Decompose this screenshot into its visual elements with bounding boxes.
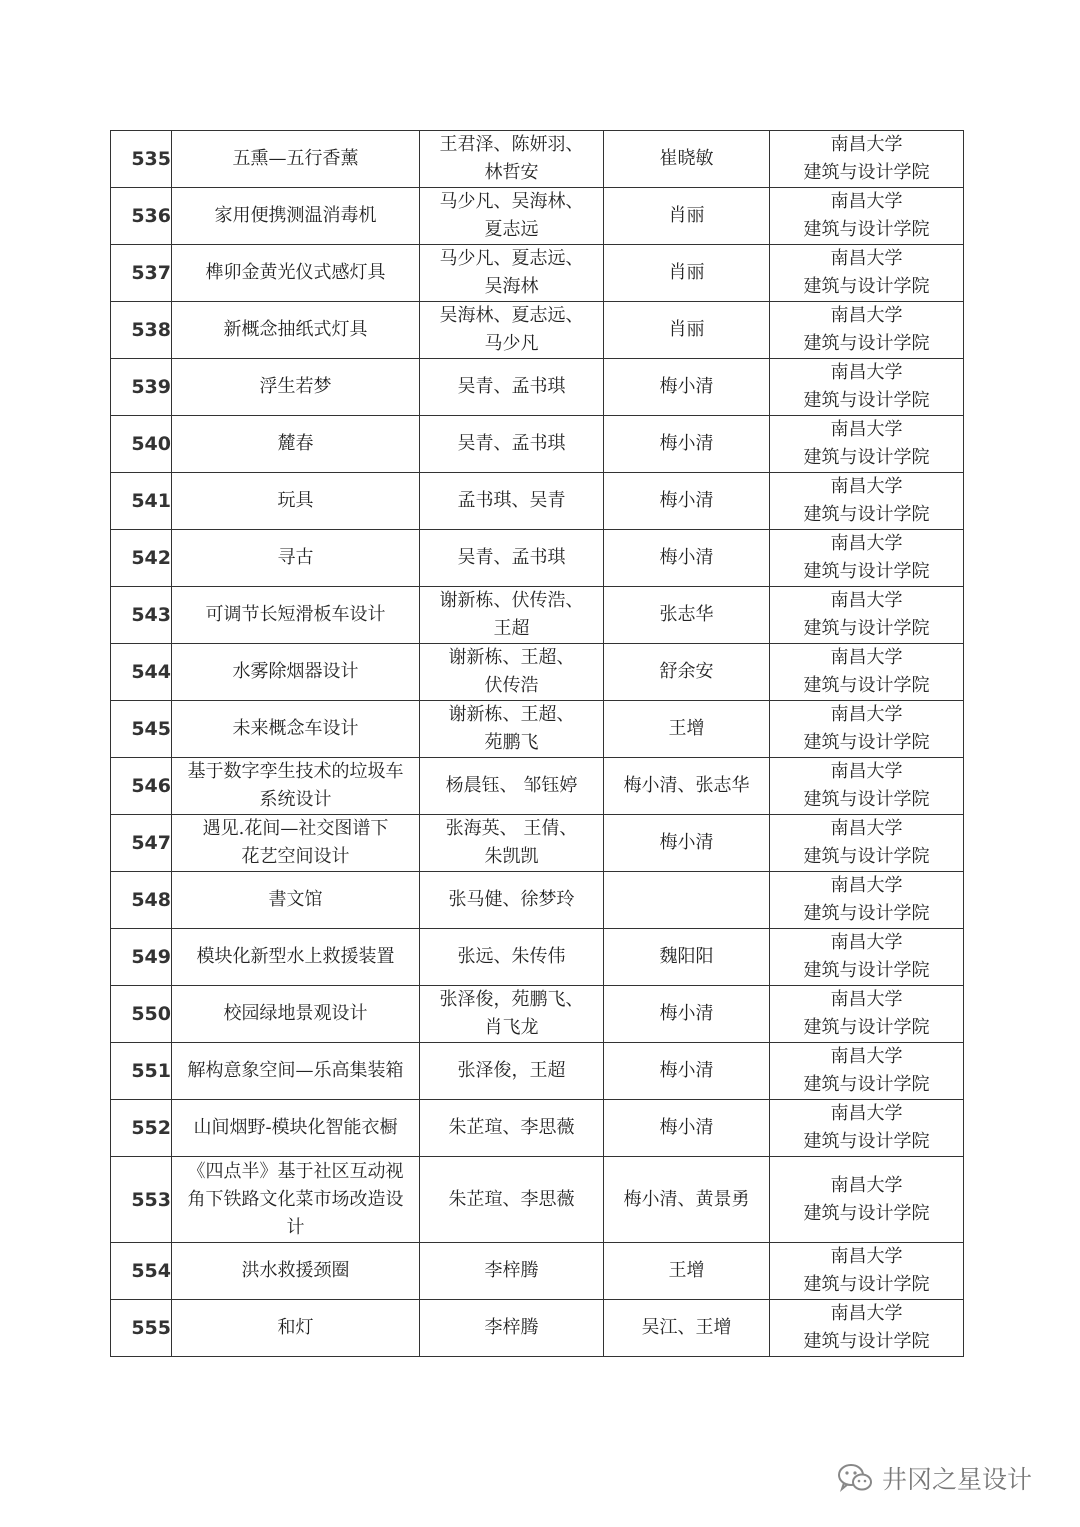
advisor: 张志华 bbox=[659, 604, 714, 625]
advisor-cell bbox=[604, 188, 770, 245]
authors: 张远、朱传伟 bbox=[457, 946, 566, 967]
institution-cell bbox=[770, 245, 964, 302]
institution-cell bbox=[770, 872, 964, 929]
advisor-cell bbox=[604, 644, 770, 701]
advisor-cell bbox=[604, 587, 770, 644]
authors-cell bbox=[420, 530, 604, 587]
institution-cell bbox=[770, 986, 964, 1043]
project-title-cell bbox=[172, 815, 420, 872]
project-title: 寻古 bbox=[277, 547, 314, 568]
row-number-cell bbox=[111, 587, 172, 644]
row-number-cell bbox=[111, 188, 172, 245]
row-number-cell bbox=[111, 758, 172, 815]
table-row bbox=[111, 1100, 964, 1157]
row-number: 553 bbox=[131, 1188, 171, 1211]
row-number: 555 bbox=[131, 1317, 171, 1339]
row-number-cell bbox=[111, 1100, 172, 1157]
authors-cell bbox=[420, 1100, 604, 1157]
table-row bbox=[111, 986, 964, 1043]
authors-cell bbox=[420, 1043, 604, 1100]
institution-cell bbox=[770, 644, 964, 701]
advisor: 梅小清 bbox=[659, 547, 714, 568]
authors: 吴海林、夏志远、 马少凡 bbox=[439, 305, 584, 354]
project-title: 遇见.花间—社交图谱下 花艺空间设计 bbox=[202, 818, 389, 867]
authors-cell bbox=[420, 815, 604, 872]
advisor-cell bbox=[604, 302, 770, 359]
authors: 吴青、孟书琪 bbox=[457, 547, 566, 568]
row-number: 541 bbox=[131, 490, 171, 512]
project-title: 《四点半》基于社区互动视 角下铁路文化菜市场改造设 计 bbox=[187, 1160, 404, 1238]
authors: 杨晨钰、 邹钰婷 bbox=[445, 775, 578, 796]
advisor-cell bbox=[604, 758, 770, 815]
project-title: 和灯 bbox=[277, 1317, 314, 1338]
row-number: 551 bbox=[131, 1060, 171, 1082]
project-title: 玩具 bbox=[277, 490, 314, 511]
project-title: 可调节长短滑板车设计 bbox=[205, 604, 386, 625]
row-number-cell bbox=[111, 929, 172, 986]
row-number: 540 bbox=[131, 433, 171, 455]
row-number-cell bbox=[111, 1243, 172, 1300]
institution: 南昌大学 建筑与设计学院 bbox=[803, 704, 930, 753]
authors-cell bbox=[420, 131, 604, 188]
advisor: 梅小清 bbox=[659, 376, 714, 397]
table-row bbox=[111, 815, 964, 872]
authors: 李梓腾 bbox=[484, 1260, 539, 1281]
project-title: 未来概念车设计 bbox=[232, 718, 359, 739]
row-number: 542 bbox=[131, 547, 171, 569]
institution-cell bbox=[770, 359, 964, 416]
advisor: 肖丽 bbox=[668, 205, 705, 226]
authors-cell bbox=[420, 701, 604, 758]
advisor-cell bbox=[604, 1157, 770, 1243]
advisor-cell bbox=[604, 701, 770, 758]
advisor-cell bbox=[604, 872, 770, 929]
row-number-cell bbox=[111, 302, 172, 359]
authors-cell bbox=[420, 359, 604, 416]
advisor: 王增 bbox=[668, 1260, 705, 1281]
table-row bbox=[111, 872, 964, 929]
advisor: 肖丽 bbox=[668, 319, 705, 340]
institution-cell bbox=[770, 1100, 964, 1157]
project-title: 模块化新型水上救援装置 bbox=[196, 946, 395, 967]
institution-cell bbox=[770, 302, 964, 359]
row-number: 544 bbox=[131, 661, 171, 683]
project-title: 校园绿地景观设计 bbox=[223, 1003, 368, 1024]
table-row bbox=[111, 302, 964, 359]
row-number-cell bbox=[111, 815, 172, 872]
project-title-cell bbox=[172, 929, 420, 986]
table-row bbox=[111, 416, 964, 473]
authors-cell bbox=[420, 473, 604, 530]
row-number-cell bbox=[111, 644, 172, 701]
authors: 朱芷瑄、李思薇 bbox=[448, 1188, 575, 1210]
authors-cell bbox=[420, 644, 604, 701]
row-number: 537 bbox=[131, 262, 171, 284]
authors-cell bbox=[420, 872, 604, 929]
institution: 南昌大学 建筑与设计学院 bbox=[803, 761, 930, 810]
authors-cell bbox=[420, 587, 604, 644]
row-number-cell bbox=[111, 131, 172, 188]
project-title-cell bbox=[172, 302, 420, 359]
row-number: 547 bbox=[131, 832, 171, 854]
advisor: 梅小清 bbox=[659, 1117, 714, 1138]
authors: 张泽俊，苑鹏飞、 肖飞龙 bbox=[439, 989, 584, 1038]
table-row bbox=[111, 758, 964, 815]
project-title-cell bbox=[172, 359, 420, 416]
advisor: 梅小清 bbox=[659, 832, 714, 853]
table-row bbox=[111, 131, 964, 188]
advisor-cell bbox=[604, 1243, 770, 1300]
row-number-cell bbox=[111, 1300, 172, 1357]
institution: 南昌大学 建筑与设计学院 bbox=[803, 875, 930, 924]
table-row bbox=[111, 188, 964, 245]
authors: 李梓腾 bbox=[484, 1317, 539, 1338]
advisor-cell bbox=[604, 986, 770, 1043]
authors: 王君泽、陈妍羽、 林哲安 bbox=[439, 134, 584, 183]
institution: 南昌大学 建筑与设计学院 bbox=[803, 818, 930, 867]
row-number-cell bbox=[111, 359, 172, 416]
advisor-cell bbox=[604, 1100, 770, 1157]
institution: 南昌大学 建筑与设计学院 bbox=[803, 419, 930, 468]
row-number: 552 bbox=[131, 1117, 171, 1139]
institution: 南昌大学 建筑与设计学院 bbox=[803, 989, 930, 1038]
institution-cell bbox=[770, 188, 964, 245]
advisor: 魏阳阳 bbox=[659, 946, 714, 967]
project-title: 浮生若梦 bbox=[259, 376, 332, 397]
advisor-cell bbox=[604, 131, 770, 188]
advisor-cell bbox=[604, 359, 770, 416]
institution: 南昌大学 建筑与设计学院 bbox=[803, 932, 930, 981]
row-number-cell bbox=[111, 986, 172, 1043]
institution-cell bbox=[770, 587, 964, 644]
project-title: 新概念抽纸式灯具 bbox=[223, 319, 368, 340]
authors-cell bbox=[420, 1157, 604, 1243]
project-title-cell bbox=[172, 1300, 420, 1357]
project-title-cell bbox=[172, 701, 420, 758]
project-title: 五熏—五行香薰 bbox=[232, 148, 359, 169]
institution: 南昌大学 建筑与设计学院 bbox=[803, 1174, 930, 1224]
institution: 南昌大学 建筑与设计学院 bbox=[803, 134, 930, 183]
advisor: 崔晓敏 bbox=[659, 148, 714, 169]
institution-cell bbox=[770, 815, 964, 872]
authors: 孟书琪、吴青 bbox=[457, 490, 566, 511]
project-title-cell bbox=[172, 644, 420, 701]
institution-cell bbox=[770, 1043, 964, 1100]
project-title-cell bbox=[172, 587, 420, 644]
project-title: 解构意象空间—乐高集装箱 bbox=[187, 1060, 404, 1081]
institution: 南昌大学 建筑与设计学院 bbox=[803, 362, 930, 411]
advisor-cell bbox=[604, 929, 770, 986]
row-number: 546 bbox=[131, 775, 171, 797]
row-number: 545 bbox=[131, 718, 171, 740]
project-title: 洪水救援颈圈 bbox=[241, 1260, 350, 1281]
project-title-cell bbox=[172, 530, 420, 587]
advisor-cell bbox=[604, 1043, 770, 1100]
project-title-cell bbox=[172, 245, 420, 302]
advisor: 梅小清、黄景勇 bbox=[623, 1188, 750, 1210]
project-title-cell bbox=[172, 1157, 420, 1243]
row-number: 535 bbox=[131, 148, 171, 170]
row-number-cell bbox=[111, 1043, 172, 1100]
advisor-cell bbox=[604, 1300, 770, 1357]
institution: 南昌大学 建筑与设计学院 bbox=[803, 1246, 930, 1295]
authors: 吴青、孟书琪 bbox=[457, 433, 566, 454]
table-row bbox=[111, 530, 964, 587]
authors: 张海英、 王倩、 朱凯凯 bbox=[445, 818, 578, 867]
wechat-icon bbox=[836, 1462, 874, 1494]
institution-cell bbox=[770, 473, 964, 530]
advisor-cell bbox=[604, 530, 770, 587]
institution: 南昌大学 建筑与设计学院 bbox=[803, 191, 930, 240]
authors: 张马健、徐梦玲 bbox=[448, 889, 575, 910]
institution-cell bbox=[770, 530, 964, 587]
table-row bbox=[111, 1157, 964, 1243]
institution: 南昌大学 建筑与设计学院 bbox=[803, 1303, 930, 1352]
authors: 吴青、孟书琪 bbox=[457, 376, 566, 397]
institution-cell bbox=[770, 1157, 964, 1243]
row-number: 548 bbox=[131, 889, 171, 911]
institution-cell bbox=[770, 929, 964, 986]
table-row bbox=[111, 1043, 964, 1100]
advisor: 梅小清 bbox=[659, 490, 714, 511]
table-row bbox=[111, 587, 964, 644]
advisor: 梅小清、张志华 bbox=[623, 775, 750, 796]
institution-cell bbox=[770, 758, 964, 815]
institution-cell bbox=[770, 701, 964, 758]
row-number-cell bbox=[111, 872, 172, 929]
row-number-cell bbox=[111, 701, 172, 758]
authors: 朱芷瑄、李思薇 bbox=[448, 1117, 575, 1138]
authors-cell bbox=[420, 302, 604, 359]
institution-cell bbox=[770, 416, 964, 473]
project-title: 書文馆 bbox=[268, 889, 323, 910]
institution: 南昌大学 建筑与设计学院 bbox=[803, 248, 930, 297]
project-title-cell bbox=[172, 131, 420, 188]
institution-cell bbox=[770, 1243, 964, 1300]
row-number-cell bbox=[111, 473, 172, 530]
row-number: 543 bbox=[131, 604, 171, 626]
table-row bbox=[111, 359, 964, 416]
advisor-cell bbox=[604, 416, 770, 473]
table-row bbox=[111, 1300, 964, 1357]
authors: 谢新栋、伏传浩、 王超 bbox=[439, 590, 584, 639]
advisor: 肖丽 bbox=[668, 262, 705, 283]
authors-cell bbox=[420, 416, 604, 473]
project-title: 麓春 bbox=[277, 433, 314, 454]
project-title-cell bbox=[172, 473, 420, 530]
table-row bbox=[111, 644, 964, 701]
advisor-cell bbox=[604, 473, 770, 530]
authors: 马少凡、夏志远、 吴海林 bbox=[439, 248, 584, 297]
table-row bbox=[111, 701, 964, 758]
row-number-cell bbox=[111, 245, 172, 302]
project-title: 山间烟野-模块化智能衣橱 bbox=[193, 1117, 398, 1138]
project-title-cell bbox=[172, 1043, 420, 1100]
authors-cell bbox=[420, 1300, 604, 1357]
advisor: 梅小清 bbox=[659, 1060, 714, 1081]
row-number-cell bbox=[111, 530, 172, 587]
institution: 南昌大学 建筑与设计学院 bbox=[803, 533, 930, 582]
advisor: 吴江、王增 bbox=[641, 1317, 732, 1338]
row-number-cell bbox=[111, 1157, 172, 1243]
institution: 南昌大学 建筑与设计学院 bbox=[803, 647, 930, 696]
authors: 马少凡、吴海林、 夏志远 bbox=[439, 191, 584, 240]
project-title: 水雾除烟器设计 bbox=[232, 661, 359, 682]
project-title-cell bbox=[172, 1243, 420, 1300]
table-row bbox=[111, 245, 964, 302]
institution-cell bbox=[770, 131, 964, 188]
advisor-cell bbox=[604, 815, 770, 872]
row-number: 554 bbox=[131, 1260, 171, 1282]
row-number-cell bbox=[111, 416, 172, 473]
institution: 南昌大学 建筑与设计学院 bbox=[803, 476, 930, 525]
project-title: 基于数字孪生技术的垃圾车 系统设计 bbox=[187, 761, 404, 810]
advisor-cell bbox=[604, 245, 770, 302]
institution: 南昌大学 建筑与设计学院 bbox=[803, 1103, 930, 1152]
authors: 谢新栋、王超、 苑鹏飞 bbox=[448, 704, 575, 753]
row-number: 538 bbox=[131, 319, 171, 341]
table-row bbox=[111, 929, 964, 986]
institution: 南昌大学 建筑与设计学院 bbox=[803, 590, 930, 639]
authors-cell bbox=[420, 1243, 604, 1300]
row-number: 550 bbox=[131, 1003, 171, 1025]
row-number: 549 bbox=[131, 946, 171, 968]
authors-cell bbox=[420, 929, 604, 986]
institution: 南昌大学 建筑与设计学院 bbox=[803, 1046, 930, 1095]
institution: 南昌大学 建筑与设计学院 bbox=[803, 305, 930, 354]
project-title-cell bbox=[172, 416, 420, 473]
advisor: 梅小清 bbox=[659, 1003, 714, 1024]
watermark bbox=[836, 1460, 1032, 1496]
awards-table bbox=[110, 130, 964, 1357]
authors: 谢新栋、王超、 伏传浩 bbox=[448, 647, 575, 696]
authors-cell bbox=[420, 245, 604, 302]
authors-cell bbox=[420, 188, 604, 245]
row-number: 539 bbox=[131, 376, 171, 398]
authors-cell bbox=[420, 758, 604, 815]
project-title-cell bbox=[172, 1100, 420, 1157]
project-title-cell bbox=[172, 872, 420, 929]
project-title: 家用便携测温消毒机 bbox=[214, 205, 377, 226]
advisor: 王增 bbox=[668, 718, 705, 739]
table-row bbox=[111, 473, 964, 530]
project-title-cell bbox=[172, 758, 420, 815]
project-title-cell bbox=[172, 188, 420, 245]
advisor: 梅小清 bbox=[659, 433, 714, 454]
table-row bbox=[111, 1243, 964, 1300]
advisor: 舒余安 bbox=[659, 661, 714, 682]
watermark-text: 井冈之星设计 bbox=[882, 1465, 1033, 1494]
row-number: 536 bbox=[131, 205, 171, 227]
project-title-cell bbox=[172, 986, 420, 1043]
institution-cell bbox=[770, 1300, 964, 1357]
authors-cell bbox=[420, 986, 604, 1043]
authors: 张泽俊，王超 bbox=[457, 1060, 566, 1081]
project-title: 榫卯金黄光仪式感灯具 bbox=[205, 262, 386, 283]
